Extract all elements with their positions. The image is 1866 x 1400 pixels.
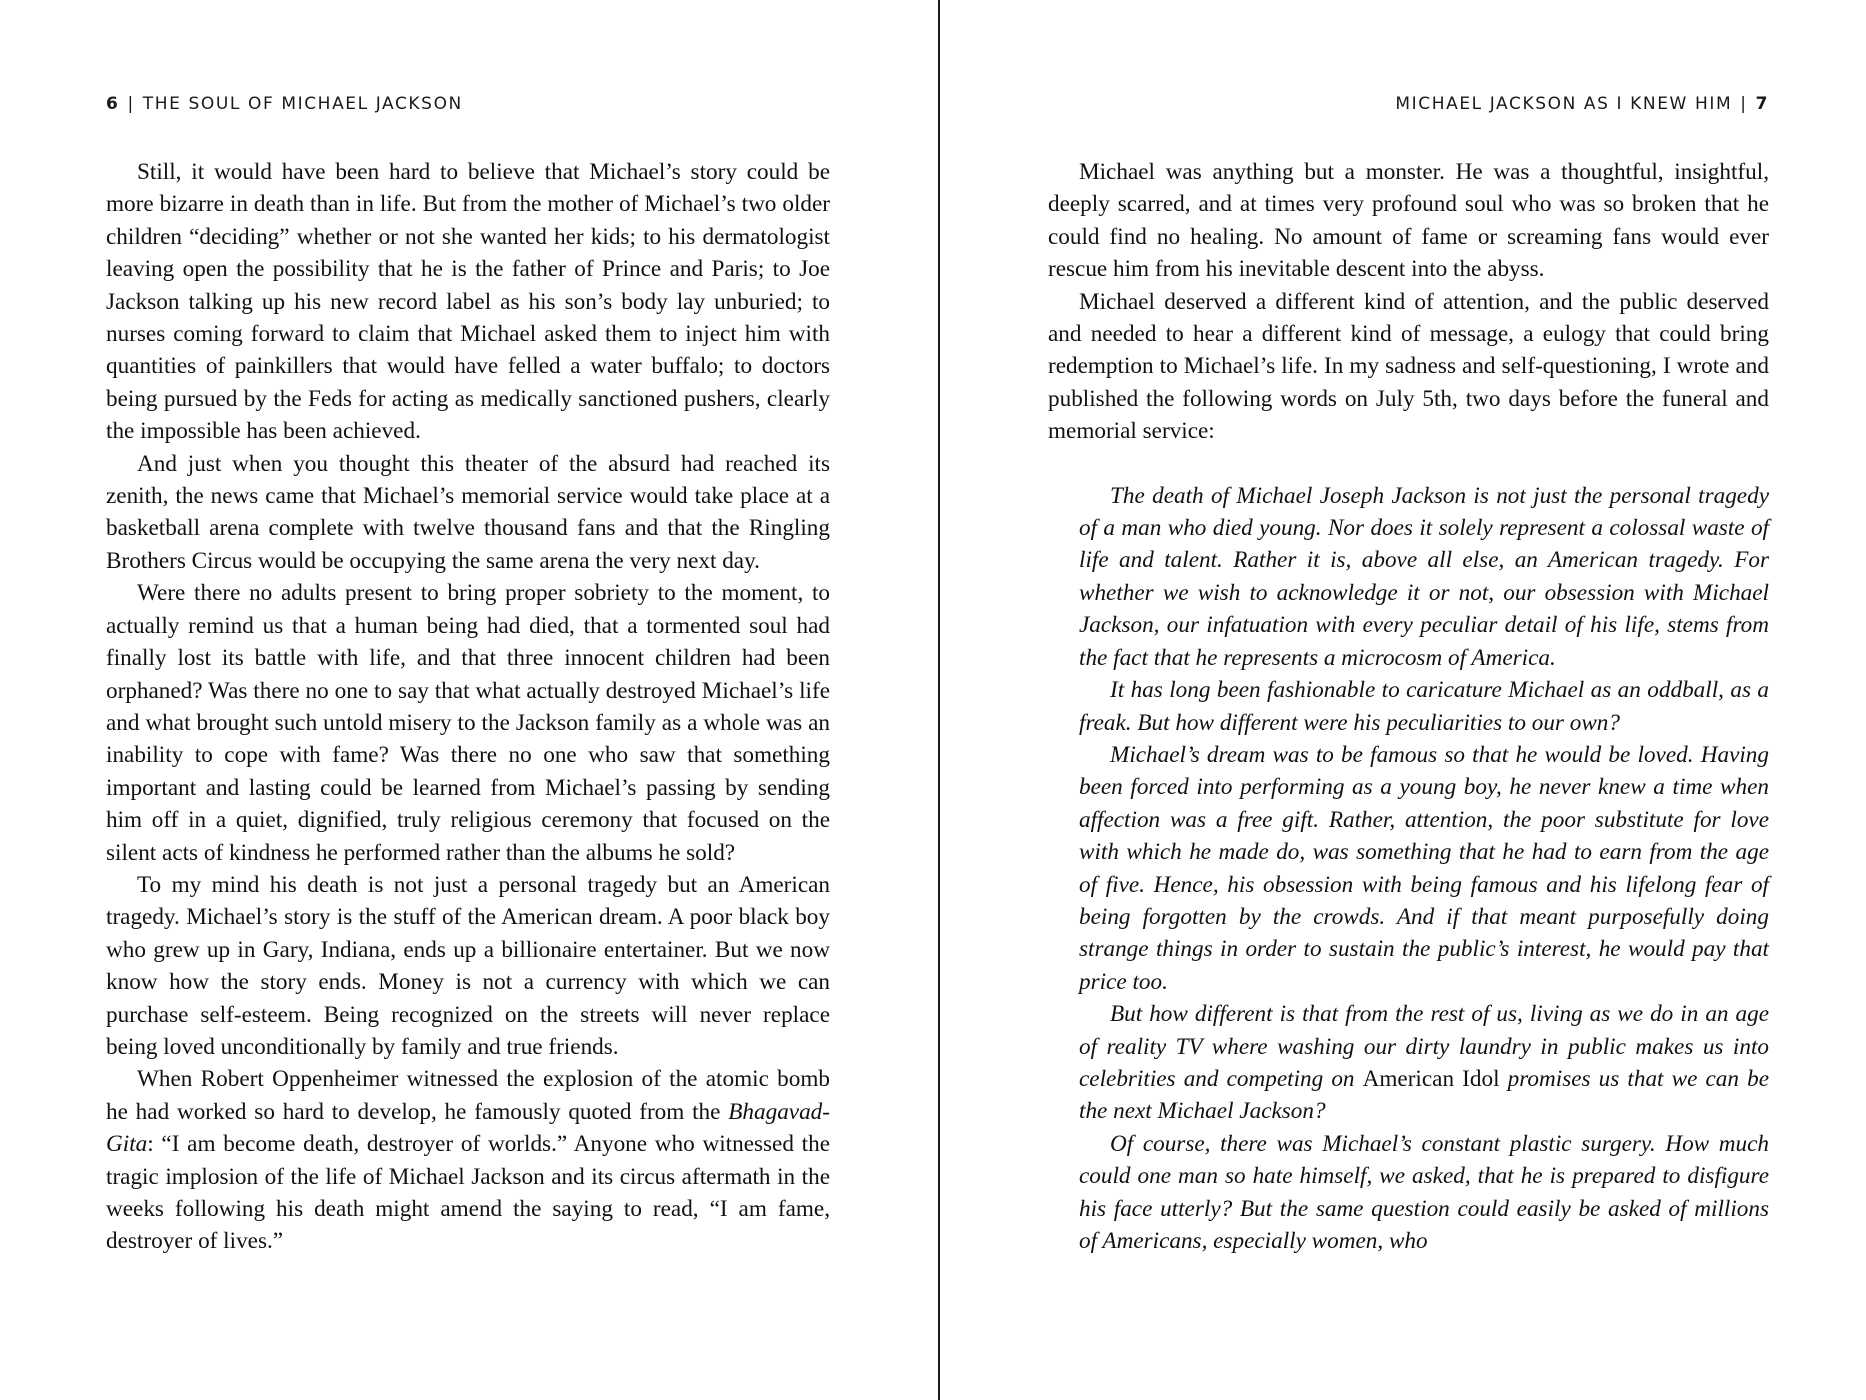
right-paragraph-2: Michael deserved a different kind of attention, and the public deserved and needed to hear a different kind of message, a eulogy that could bring redemption to Michael’s life. In my sadness and self-questioning, I wrote and published the following words on July 5th, two days before the funeral and memorial service:	[1048, 288, 1769, 445]
left-paragraph-5-part-1: When Robert Oppenheimer witnessed the explosion of the atomic bomb he had worked so hard to develop, he famously quoted from the	[106, 1066, 830, 1125]
quote-paragraph-5: Of course, there was Michael’s constant plastic surgery. How much could one man so hate himself, we asked, that he is prepared to disfigure his face utterly? But the same question could easily be asked of millions of Americans, especially women, who	[1079, 1130, 1769, 1254]
quote-paragraph-3: Michael’s dream was to be famous so that he would be loved. Having been forced into performing as a young boy, he never knew a time when affection was a free gift. Rather, attention, the poor substitute for love with which he made do, was something that he had to earn from the age of five. Hence, his obsession with being famous and his lifelong fear of being forgotten by the crowds. And if that meant purposefully doing strange things in order to sustain the public’s interest, he would pay that price too.	[1079, 741, 1769, 995]
right-page-number: 7	[1755, 94, 1769, 114]
left-running-head	[106, 94, 830, 118]
left-page-number: 6	[106, 94, 120, 114]
american-idol-title: American Idol	[1362, 1065, 1500, 1092]
quote-paragraph-4	[1079, 998, 1769, 1128]
quote-paragraph-4-part-2: promises us that we can be the next Michael Jackson?	[1079, 1065, 1769, 1125]
left-page	[106, 0, 830, 1400]
right-chapter-title: MICHAEL JACKSON AS I KNEW HIM	[1395, 94, 1733, 114]
quote-paragraph-1: The death of Michael Joseph Jackson is not just the personal tragedy of a man who died young. Nor does it solely represent a colossal waste of life and talent. Rather it is, above all else, an American tragedy. For whether we wish to acknowledge it or not, our obsession with Michael Jackson, our infatuation with every peculiar detail of his life, stems from the fact that he represents a microcosm of America.	[1079, 482, 1769, 671]
left-paragraph-1: Still, it would have been hard to believe that Michael’s story could be more bizarre in death than in life. But from the mother of Michael’s two older children “deciding” whether or not she wanted her kids; to his dermatologist leaving open the possibility that he is the father of Prince and Paris; to Joe Jackson talking up his new record label as his son’s body lay unburied; to nurses coming forward to claim that Michael asked them to inject him with quantities of painkillers that would have felled a water buffalo; to doctors being pursued by the Feds for acting as medically sanctioned pushers, clearly the impossible has been achieved.	[106, 159, 830, 445]
left-paragraph-2: And just when you thought this theater of the absurd had reached its zenith, the news came that Michael’s memorial service would take place at a basketball arena complete with twelve thousand fans and that the Ringling Brothers Circus would be occupying the same arena the very next day.	[106, 450, 830, 574]
page-gutter-divider	[938, 0, 940, 1400]
right-body-text	[1048, 156, 1769, 1257]
left-body-text	[106, 156, 830, 1258]
right-page	[1048, 0, 1769, 1400]
right-running-head	[1048, 94, 1769, 118]
left-paragraph-5-part-2: : “I am become death, destroyer of worlds.” Anyone who witnessed the tragic implosion of the life of Michael Jackson and its circus aftermath in the weeks following his death might amend the saying to read, “I am fame, destroyer of lives.”	[106, 1131, 830, 1255]
bhagavad-gita-title: Bhagavad-Gita	[106, 1098, 830, 1158]
left-paragraph-5	[106, 1063, 830, 1257]
left-book-title: THE SOUL OF MICHAEL JACKSON	[142, 94, 463, 114]
eulogy-block-quote	[1048, 480, 1769, 1258]
left-paragraph-4: To my mind his death is not just a personal tragedy but an American tragedy. Michael’s story is the stuff of the American dream. A poor black boy who grew up in Gary, Indiana, ends up a billionaire entertainer. But we now know how the story ends. Money is not a currency with which we can purchase self-esteem. Being recognized on the streets will never replace being loved unconditionally by family and true friends.	[106, 871, 830, 1060]
left-head-separator: |	[127, 94, 135, 114]
quote-paragraph-4-part-1: But how different is that from the rest of us, living as we do in an age of reality TV where washing our dirty laundry in public makes us into celebrities and competing on	[1079, 1001, 1769, 1092]
right-paragraph-1: Michael was anything but a monster. He was a thoughtful, insightful, deeply scarred, and at times very profound soul who was so broken that he could find no healing. No amount of fame or screaming fans would ever rescue him from his inevitable descent into the abyss.	[1048, 159, 1769, 283]
left-paragraph-3: Were there no adults present to bring proper sobriety to the moment, to actually remind us that a human being had died, that a tormented soul had finally lost its battle with life, and that three innocent children had been orphaned? Was there no one to say that what actually destroyed Michael’s life and what brought such untold misery to the Jackson family as a whole was an inability to cope with fame? Was there no one who saw that something important and lasting could be learned from Michael’s passing by sending him off in a quiet, dignified, truly religious ceremony that focused on the silent acts of kindness he performed rather than the albums he sold?	[106, 580, 830, 866]
quote-paragraph-2: It has long been fashionable to caricature Michael as an oddball, as a freak. But how different were his peculiarities to our own?	[1079, 677, 1769, 736]
right-head-separator: |	[1740, 94, 1748, 114]
